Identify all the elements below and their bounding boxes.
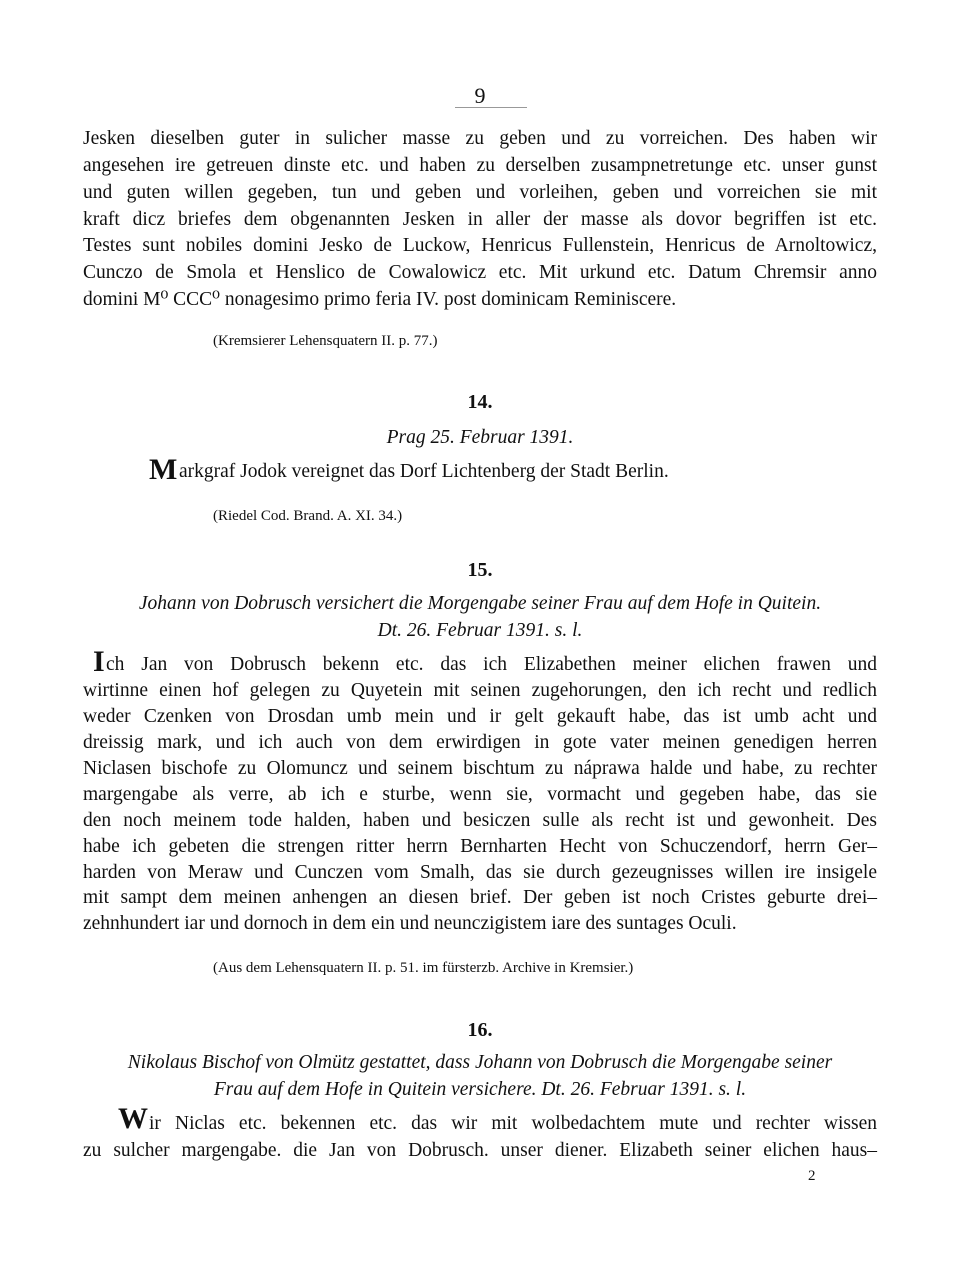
entry-15-text-line: mit sampt dem meinen anhengen an diesen brief. Der geben ist noch Cristes geburte drei–: [83, 887, 877, 908]
entry-14-place-date: Prag 25. Februar 1391.: [386, 427, 574, 448]
entry-15-text-line: weder Czenken von Drosdan umb mein und ir gelt gekauft habe, das ist umb acht und: [83, 706, 877, 727]
intro-line: Cunczo de Smola et Henslico de Cowalowicz etc. Mit urkund etc. Datum Chremsir anno: [83, 262, 877, 283]
entry-15-number: 15.: [467, 559, 493, 581]
entry-16-number: 16.: [467, 1019, 493, 1041]
entry-16-text-line: zu sulcher margengabe. die Jan von Dobrusch. unser diener. Elizabeth seiner elichen haus–: [83, 1140, 877, 1161]
intro-line: domini M⁰ CCC⁰ nonagesimo primo feria IV. post dominicam Reminiscere.: [83, 289, 677, 310]
entry-14-initial: M: [149, 453, 178, 486]
page-number-rule: [455, 107, 527, 108]
entry-15-text-line: dreissig mark, und ich auch von dem erwirdigen in gote vater meinen genedigen herren: [83, 732, 877, 753]
signature-mark: 2: [808, 1168, 816, 1184]
entry-16-text-line: ir Niclas etc. bekennen etc. das wir mit wolbedachtem mute und rechter wissen: [149, 1113, 877, 1134]
entry-15-text-line: harden von Meraw und Cunczen vom Smalh, das sie durch gezeugnisses willen ire insigele: [83, 862, 877, 883]
intro-line: Testes sunt nobiles domini Jesko de Luckow, Henricus Fullenstein, Henricus de Arnoltowicz,: [83, 235, 877, 256]
intro-line: kraft dicz briefes dem obgenannten Jesken in aller der masse als dovor begriffen ist etc.: [83, 209, 877, 230]
entry-15-heading-line: Johann von Dobrusch versichert die Morgengabe seiner Frau auf dem Hofe in Quitein.: [138, 593, 822, 614]
entry-16-initial: W: [118, 1102, 148, 1135]
entry-15-text-line: den noch meinem tode halden, haben und besiczen sulle als recht ist und gewonheit. Des: [83, 810, 877, 831]
entry-15-initial: I: [93, 645, 105, 678]
intro-line: und guten willen gegeben, tun und geben und vorleihen, geben und vorreichen sie mit: [83, 182, 877, 203]
entry-16-heading-line: Frau auf dem Hofe in Quitein versichere. Dt. 26. Februar 1391. s. l.: [213, 1079, 747, 1100]
entry-15-source-citation: (Aus dem Lehensquatern II. p. 51. im fürsterzb. Archive in Kremsier.): [213, 960, 634, 976]
entry-14-source-citation: (Riedel Cod. Brand. A. XI. 34.): [213, 508, 403, 524]
intro-source-citation: (Kremsierer Lehensquatern II. p. 77.): [213, 333, 438, 349]
entry-16-heading-line: Nikolaus Bischof von Olmütz gestattet, dass Johann von Dobrusch die Morgengabe seiner: [127, 1052, 833, 1073]
entry-15-text-line: habe ich gebeten die strengen ritter herrn Bernharten Hecht von Schuczendorf, herrn Ger–: [83, 836, 877, 857]
entry-15-heading-line: Dt. 26. Februar 1391. s. l.: [377, 620, 583, 641]
entry-14-number: 14.: [467, 391, 493, 413]
intro-line: angesehen ire getreuen dinste etc. und haben zu derselben zusampnetretunge etc. unser gunst: [83, 155, 877, 176]
entry-15-text-line: Niclasen bischofe zu Olomuncz und seinem bischtum zu náprawa halde und habe, zu rechter: [83, 758, 877, 779]
entry-15-text-line: margengabe als verre, ab ich e sturbe, wenn sie, vormacht und gegeben habe, das sie: [83, 784, 877, 805]
entry-15-text-line: wirtinne einen hof gelegen zu Quyetein mit seinen zugehorungen, den ich recht und redlich: [83, 680, 877, 701]
entry-14-summary: arkgraf Jodok vereignet das Dorf Lichtenberg der Stadt Berlin.: [179, 461, 669, 482]
intro-line: Jesken dieselben guter in sulicher masse zu geben und zu vorreichen. Des haben wir: [83, 128, 877, 149]
entry-15-text-line: zehnhundert iar und dornoch in dem ein und neunczigistem iare des suntages Oculi.: [83, 913, 737, 934]
entry-15-text-line: ch Jan von Dobrusch bekenn etc. das ich Elizabethen meiner elichen frawen und: [106, 654, 877, 675]
page-number: 9: [474, 83, 486, 108]
